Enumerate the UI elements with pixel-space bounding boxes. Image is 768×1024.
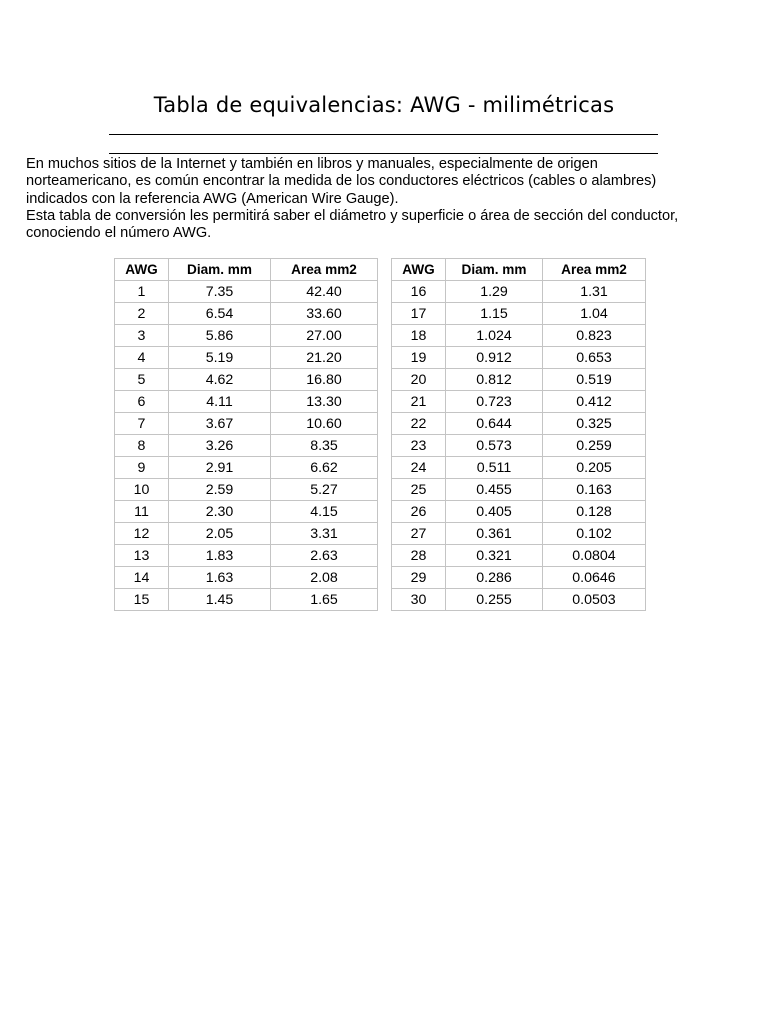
cell-awg: 21: [392, 391, 446, 413]
cell-area: 0.0804: [543, 545, 646, 567]
cell-area: 1.31: [543, 281, 646, 303]
cell-diameter: 0.644: [446, 413, 543, 435]
table-row: [392, 281, 646, 303]
table-row: [115, 391, 378, 413]
table-row: [392, 347, 646, 369]
table-row: [115, 435, 378, 457]
cell-area: 1.04: [543, 303, 646, 325]
cell-diameter: 0.286: [446, 567, 543, 589]
intro-text: [26, 156, 736, 242]
cell-area: 0.163: [543, 479, 646, 501]
table-row: [392, 369, 646, 391]
table-row: [115, 457, 378, 479]
table-row: [392, 391, 646, 413]
cell-area: 0.519: [543, 369, 646, 391]
cell-diameter: 1.15: [446, 303, 543, 325]
cell-diameter: 0.812: [446, 369, 543, 391]
cell-awg: 29: [392, 567, 446, 589]
table-row: [392, 413, 646, 435]
cell-awg: 26: [392, 501, 446, 523]
cell-diameter: 2.05: [169, 523, 271, 545]
table-row: [115, 347, 378, 369]
cell-awg: 16: [392, 281, 446, 303]
cell-awg: 20: [392, 369, 446, 391]
table-row: [392, 303, 646, 325]
cell-diameter: 5.19: [169, 347, 271, 369]
cell-awg: 19: [392, 347, 446, 369]
cell-awg: 8: [115, 435, 169, 457]
cell-area: 6.62: [271, 457, 378, 479]
intro-line: Esta tabla de conversión les permitirá saber el diámetro y superficie o área de sección del conductor,: [26, 207, 679, 224]
cell-awg: 11: [115, 501, 169, 523]
cell-diameter: 0.455: [446, 479, 543, 501]
page-title: Tabla de equivalencias: AWG - milimétricas: [153, 93, 615, 117]
cell-area: 2.08: [271, 567, 378, 589]
table-row: [115, 479, 378, 501]
cell-area: 0.412: [543, 391, 646, 413]
cell-awg: 15: [115, 589, 169, 611]
cell-diameter: 3.67: [169, 413, 271, 435]
cell-awg: 13: [115, 545, 169, 567]
table-row: [115, 369, 378, 391]
cell-awg: 10: [115, 479, 169, 501]
cell-area: 0.653: [543, 347, 646, 369]
cell-area: 0.325: [543, 413, 646, 435]
table-row: [392, 457, 646, 479]
cell-awg: 23: [392, 435, 446, 457]
cell-area: 5.27: [271, 479, 378, 501]
intro-line: indicados con la referencia AWG (American Wire Gauge).: [26, 190, 399, 207]
table-header-row: [115, 259, 378, 281]
table-row: [392, 545, 646, 567]
cell-awg: 3: [115, 325, 169, 347]
cell-awg: 25: [392, 479, 446, 501]
cell-area: 0.823: [543, 325, 646, 347]
table-header-row: [392, 259, 646, 281]
cell-awg: 28: [392, 545, 446, 567]
intro-line: conociendo el número AWG.: [26, 225, 212, 242]
cell-diameter: 4.11: [169, 391, 271, 413]
table-row: [392, 567, 646, 589]
cell-area: 0.205: [543, 457, 646, 479]
table-row: [392, 435, 646, 457]
cell-area: 13.30: [271, 391, 378, 413]
cell-area: 8.35: [271, 435, 378, 457]
header-area: Area mm2: [271, 259, 378, 281]
table-row: [115, 567, 378, 589]
title-divider-top: [109, 134, 658, 135]
table-row: [392, 479, 646, 501]
table-row: [115, 523, 378, 545]
cell-diameter: 1.63: [169, 567, 271, 589]
header-diameter: Diam. mm: [169, 259, 271, 281]
cell-area: 27.00: [271, 325, 378, 347]
cell-awg: 27: [392, 523, 446, 545]
cell-awg: 12: [115, 523, 169, 545]
cell-diameter: 1.45: [169, 589, 271, 611]
cell-awg: 5: [115, 369, 169, 391]
cell-awg: 2: [115, 303, 169, 325]
cell-area: 0.128: [543, 501, 646, 523]
header-diameter: Diam. mm: [446, 259, 543, 281]
table-row: [115, 501, 378, 523]
cell-area: 16.80: [271, 369, 378, 391]
cell-diameter: 0.321: [446, 545, 543, 567]
cell-area: 1.65: [271, 589, 378, 611]
cell-diameter: 6.54: [169, 303, 271, 325]
awg-table-left: [114, 258, 378, 611]
table-row: [115, 545, 378, 567]
header-area: Area mm2: [543, 259, 646, 281]
table-row: [392, 589, 646, 611]
cell-diameter: 0.255: [446, 589, 543, 611]
cell-awg: 14: [115, 567, 169, 589]
intro-line: norteamericano, es común encontrar la medida de los conductores eléctricos (cables o alambres): [26, 173, 657, 190]
title-divider-bottom: [109, 153, 658, 154]
table-row: [392, 501, 646, 523]
cell-area: 42.40: [271, 281, 378, 303]
cell-area: 21.20: [271, 347, 378, 369]
header-awg: AWG: [115, 259, 169, 281]
cell-awg: 24: [392, 457, 446, 479]
cell-diameter: 4.62: [169, 369, 271, 391]
cell-diameter: 1.024: [446, 325, 543, 347]
cell-area: 4.15: [271, 501, 378, 523]
cell-diameter: 0.361: [446, 523, 543, 545]
table-row: [392, 523, 646, 545]
cell-awg: 18: [392, 325, 446, 347]
cell-diameter: 5.86: [169, 325, 271, 347]
table-row: [115, 281, 378, 303]
header-awg: AWG: [392, 259, 446, 281]
cell-diameter: 3.26: [169, 435, 271, 457]
cell-awg: 9: [115, 457, 169, 479]
cell-awg: 4: [115, 347, 169, 369]
cell-area: 33.60: [271, 303, 378, 325]
cell-area: 0.259: [543, 435, 646, 457]
table-row: [115, 589, 378, 611]
cell-awg: 1: [115, 281, 169, 303]
cell-diameter: 2.30: [169, 501, 271, 523]
cell-diameter: 2.59: [169, 479, 271, 501]
cell-diameter: 1.29: [446, 281, 543, 303]
cell-diameter: 0.511: [446, 457, 543, 479]
cell-area: 10.60: [271, 413, 378, 435]
cell-diameter: 1.83: [169, 545, 271, 567]
cell-area: 0.102: [543, 523, 646, 545]
cell-awg: 6: [115, 391, 169, 413]
table-row: [115, 325, 378, 347]
cell-area: 0.0503: [543, 589, 646, 611]
cell-diameter: 0.723: [446, 391, 543, 413]
cell-diameter: 7.35: [169, 281, 271, 303]
table-row: [115, 303, 378, 325]
cell-area: 2.63: [271, 545, 378, 567]
cell-awg: 7: [115, 413, 169, 435]
cell-diameter: 2.91: [169, 457, 271, 479]
cell-diameter: 0.912: [446, 347, 543, 369]
awg-table-right: [391, 258, 646, 611]
cell-awg: 22: [392, 413, 446, 435]
cell-area: 0.0646: [543, 567, 646, 589]
table-row: [115, 413, 378, 435]
cell-diameter: 0.405: [446, 501, 543, 523]
cell-diameter: 0.573: [446, 435, 543, 457]
cell-awg: 17: [392, 303, 446, 325]
table-row: [392, 325, 646, 347]
cell-area: 3.31: [271, 523, 378, 545]
intro-line: En muchos sitios de la Internet y también en libros y manuales, especialmente de origen: [26, 156, 598, 172]
cell-awg: 30: [392, 589, 446, 611]
